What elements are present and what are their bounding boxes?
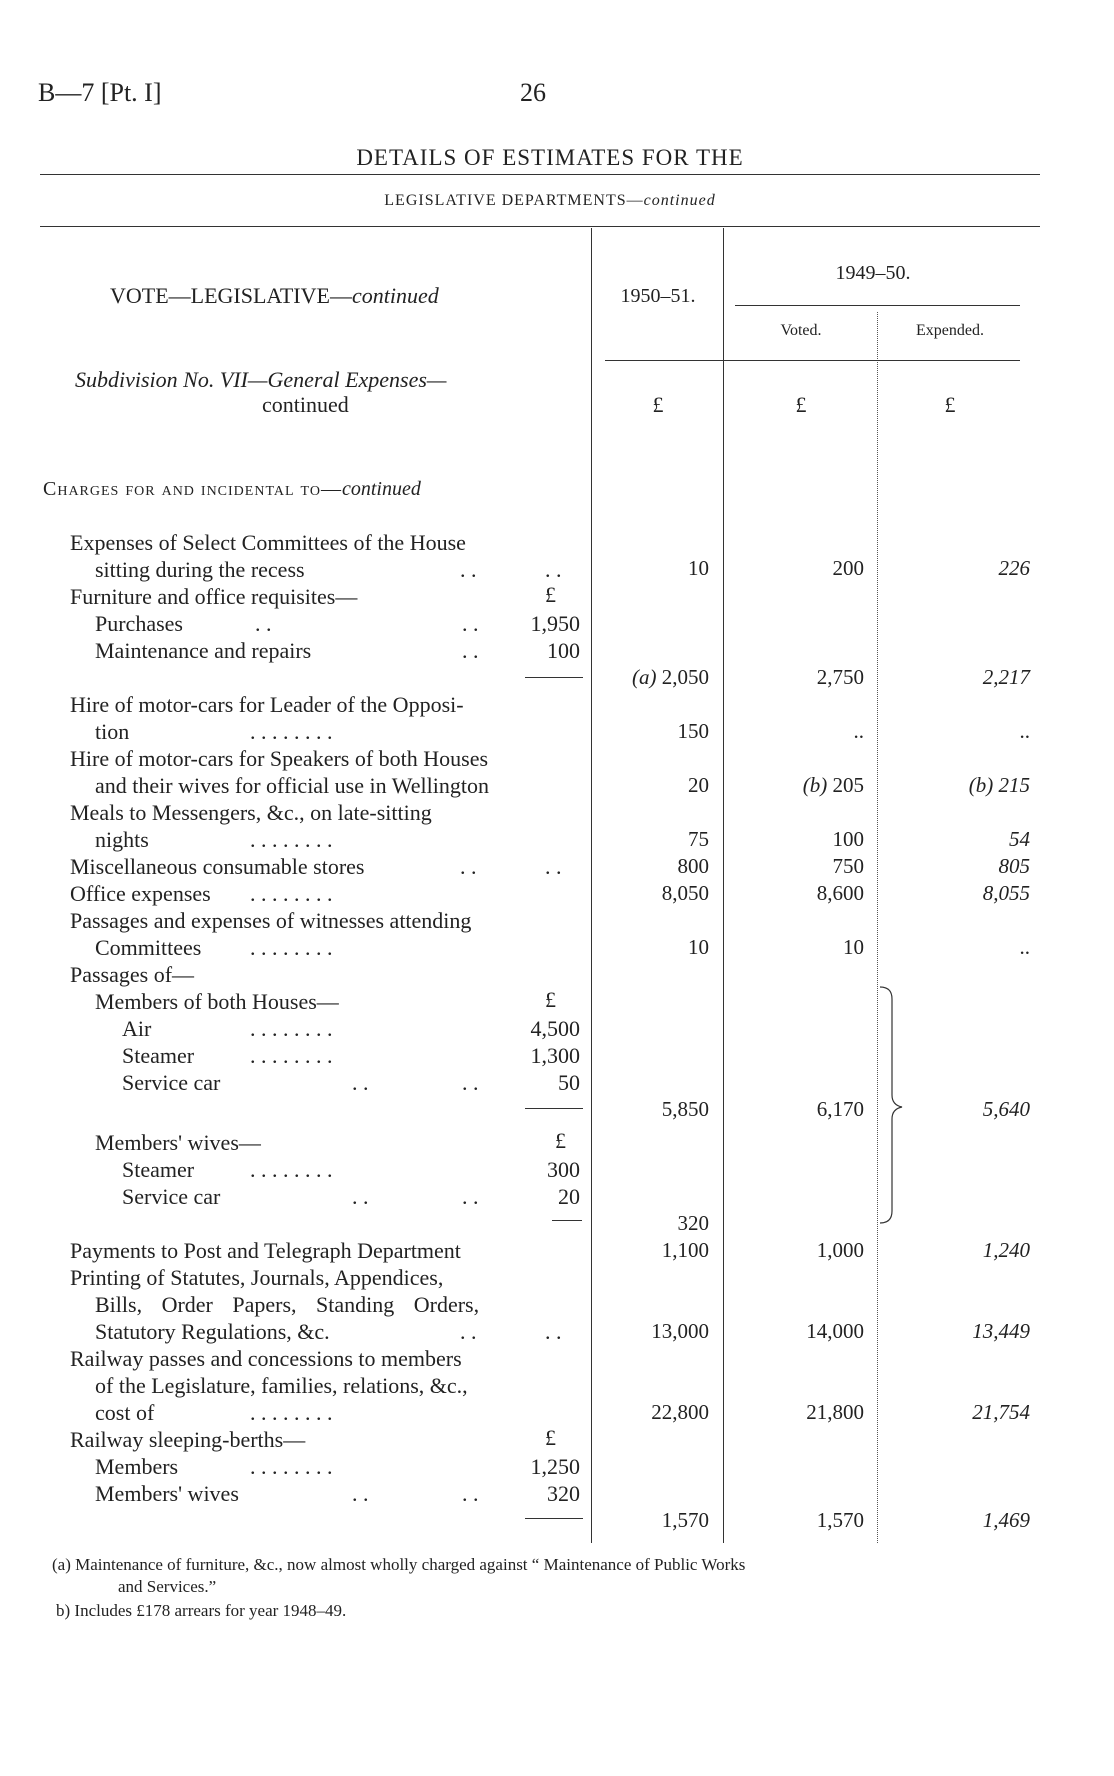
amount-1950-51: 1,100 <box>661 1238 709 1262</box>
sub-amount-purchases: 1,950 <box>530 611 580 636</box>
line-31: Railway sleeping-berths— <box>70 1427 306 1452</box>
amount-value: 2,050 <box>661 665 709 689</box>
amount-1950-51: 5,850 <box>661 1097 709 1121</box>
line-16: Passages of— <box>70 962 195 987</box>
amount-1950-51: 10 <box>688 556 709 580</box>
amount-voted: 200 <box>832 556 864 580</box>
section-heading <box>43 478 421 501</box>
amount-voted: 14,000 <box>806 1319 864 1343</box>
line-13: Office expenses <box>70 881 211 906</box>
pound-1950: £ <box>652 392 664 417</box>
sub-amount-sb-wives: 320 <box>547 1481 580 1506</box>
amount-expended: 21,754 <box>972 1400 1030 1424</box>
dots: . . <box>462 1070 479 1095</box>
line-18: Air <box>122 1016 152 1041</box>
dots: . . <box>545 854 562 879</box>
vote-heading <box>110 283 439 309</box>
line-28: Railway passes and concessions to members <box>70 1346 462 1371</box>
amount-voted: 1,570 <box>816 1508 864 1532</box>
pound-sign: £ <box>545 1425 556 1450</box>
line-7: tion <box>95 719 130 744</box>
pound-sign: £ <box>545 987 556 1012</box>
amount-1950-51 <box>594 665 709 690</box>
amount-1950-51: 320 <box>677 1211 709 1235</box>
dots: . . . . . . . . <box>250 719 333 744</box>
amount-1950-51: 20 <box>688 773 709 797</box>
line-23: Service car <box>122 1184 221 1209</box>
amount-1950-51: 1,570 <box>661 1508 709 1532</box>
col-voted-header: Voted. <box>780 322 822 339</box>
line-30: cost of <box>95 1400 155 1425</box>
dots: . . <box>460 557 477 582</box>
dots: . . . . . . . . <box>250 1016 333 1041</box>
amount-1950-51: 75 <box>688 827 709 851</box>
sub-amount-steamer: 1,300 <box>530 1043 580 1068</box>
amount-voted <box>726 773 864 798</box>
line-2: sitting during the recess <box>95 557 305 582</box>
dots: . . . . . . . . <box>250 1454 333 1479</box>
dots: . . . . . . . . <box>250 1157 333 1182</box>
amount-expended: 805 <box>998 854 1030 878</box>
sub-amount-sb-members: 1,250 <box>530 1454 580 1479</box>
amount-expended: .. <box>1019 935 1030 959</box>
amount-voted: 100 <box>832 827 864 851</box>
pound-expended: £ <box>944 392 956 417</box>
line-8: Hire of motor-cars for Speakers of both Houses <box>70 746 489 771</box>
amount-expended: 54 <box>1009 827 1030 851</box>
dots: . . <box>462 1184 479 1209</box>
sub-amount-maintenance: 100 <box>547 638 580 663</box>
dots: . . <box>462 638 479 663</box>
amount-expended: 13,449 <box>972 1319 1030 1343</box>
line-27: Statutory Regulations, &c. <box>95 1319 330 1344</box>
page-title: DETAILS OF ESTIMATES FOR THE <box>356 145 744 170</box>
amount-1950-51: 13,000 <box>651 1319 709 1343</box>
line-24: Payments to Post and Telegraph Department <box>70 1238 461 1263</box>
page-ref: B—7 [Pt. I] <box>38 78 162 107</box>
footnote-a: (a) Maintenance of furniture, &c., now almost wholly charged against “ Maintenance of Public Works <box>52 1555 746 1574</box>
dots: . . <box>352 1184 369 1209</box>
page-number: 26 <box>520 78 546 107</box>
subtitle-continued: continued <box>643 192 716 209</box>
dots: . . <box>255 611 272 636</box>
line-17: Members of both Houses— <box>95 989 339 1014</box>
dots: . . <box>462 1481 479 1506</box>
amount-expended: 8,055 <box>982 881 1030 905</box>
amount-voted: .. <box>853 719 864 743</box>
footnote-ref-b: (b) <box>968 773 994 797</box>
amount-voted: 6,170 <box>816 1097 864 1121</box>
line-14: Passages and expenses of witnesses attending <box>70 908 472 933</box>
subtitle-main: LEGISLATIVE DEPARTMENTS— <box>384 192 644 209</box>
sub-amount-wives-steamer: 300 <box>547 1157 580 1182</box>
amount-1950-51: 22,800 <box>651 1400 709 1424</box>
line-5: Maintenance and repairs <box>95 638 312 663</box>
line-21: Members' wives— <box>95 1130 261 1155</box>
line-4: Purchases <box>95 611 183 636</box>
amount-voted: 2,750 <box>816 665 864 689</box>
dots: . . . . . . . . <box>250 827 333 852</box>
col-expended-header: Expended. <box>916 322 984 339</box>
footnote-ref-a: (a) <box>632 665 657 689</box>
sub-amount-wives-service-car: 20 <box>558 1184 580 1209</box>
col-1950-51-header: 1950–51. <box>620 285 696 307</box>
amount-value: 215 <box>998 773 1030 797</box>
vote-heading-main: VOTE—LEGISLATIVE— <box>110 283 352 308</box>
dots: . . <box>545 557 562 582</box>
amount-expended: 1,240 <box>982 1238 1030 1262</box>
line-15: Committees <box>95 935 202 960</box>
vote-heading-continued: continued <box>351 283 439 308</box>
subdivision-continued: continued <box>262 392 349 417</box>
dots: . . . . . . . . <box>250 881 333 906</box>
dots: . . <box>352 1481 369 1506</box>
dots: . . . . . . . . <box>250 1043 333 1068</box>
pound-sign: £ <box>555 1128 566 1153</box>
section-heading-continued: continued <box>341 478 421 500</box>
pound-voted: £ <box>795 392 807 417</box>
line-33: Members' wives <box>95 1481 239 1506</box>
line-11: nights <box>95 827 149 852</box>
amount-expended: 226 <box>998 556 1030 580</box>
line-1: Expenses of Select Committees of the House <box>70 530 466 555</box>
line-25: Printing of Statutes, Journals, Appendices, <box>70 1265 444 1290</box>
amount-expended: 1,469 <box>982 1508 1030 1532</box>
line-19: Steamer <box>122 1043 195 1068</box>
amount-voted: 1,000 <box>816 1238 864 1262</box>
amount-voted: 8,600 <box>816 881 864 905</box>
line-3: Furniture and office requisites— <box>70 584 358 609</box>
footnote-b: b) Includes £178 arrears for year 1948–49. <box>56 1601 347 1620</box>
pound-sign: £ <box>545 582 556 607</box>
col-1949-50-header: 1949–50. <box>835 262 911 284</box>
amount-1950-51: 8,050 <box>661 881 709 905</box>
line-12: Miscellaneous consumable stores <box>70 854 365 879</box>
amount-expended <box>880 773 1030 798</box>
dots: . . . . . . . . <box>250 935 333 960</box>
amount-value: 205 <box>832 773 864 797</box>
subdivision-title: Subdivision No. VII—General Expenses— <box>75 367 447 392</box>
sub-amount-air: 4,500 <box>530 1016 580 1041</box>
grouping-brace <box>878 985 918 1225</box>
amount-1950-51: 10 <box>688 935 709 959</box>
line-10: Meals to Messengers, &c., on late-sitting <box>70 800 432 825</box>
sub-amount-service-car: 50 <box>558 1070 580 1095</box>
dots: . . . . . . . . <box>250 1400 333 1425</box>
line-22: Steamer <box>122 1157 195 1182</box>
page-subtitle <box>200 192 900 210</box>
footnote-ref-b: (b) <box>802 773 828 797</box>
line-20: Service car <box>122 1070 221 1095</box>
line-9: and their wives for official use in Wellington <box>95 773 489 798</box>
line-32: Members <box>95 1454 179 1479</box>
dots: . . <box>460 854 477 879</box>
section-heading-main: Charges for and incidental to— <box>43 478 342 500</box>
line-26: Bills, Order Papers, Standing Orders, <box>95 1292 480 1317</box>
dots: . . <box>352 1070 369 1095</box>
amount-expended: 2,217 <box>982 665 1030 689</box>
amount-expended: 5,640 <box>982 1097 1030 1121</box>
dots: . . <box>460 1319 477 1344</box>
line-6: Hire of motor-cars for Leader of the Opposi- <box>70 692 464 717</box>
line-29: of the Legislature, families, relations, &c., <box>95 1373 468 1398</box>
amount-1950-51: 800 <box>677 854 709 878</box>
amount-voted: 10 <box>843 935 864 959</box>
amount-expended: .. <box>1019 719 1030 743</box>
dots: . . <box>545 1319 562 1344</box>
amount-voted: 750 <box>832 854 864 878</box>
dots: . . <box>462 611 479 636</box>
amount-1950-51: 150 <box>677 719 709 743</box>
footnote-a-cont: and Services.” <box>118 1577 217 1596</box>
amount-voted: 21,800 <box>806 1400 864 1424</box>
